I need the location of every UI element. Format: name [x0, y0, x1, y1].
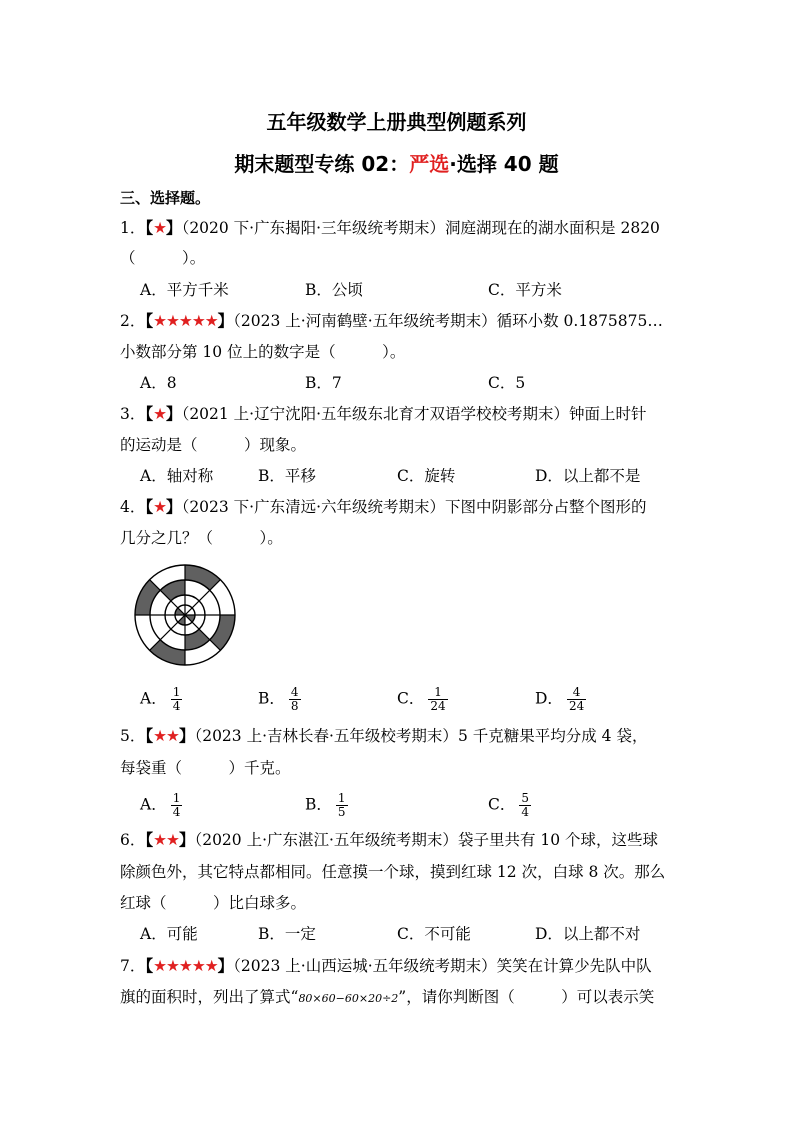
option-d: D． $\frac{4}{24}$ [535, 685, 585, 713]
difficulty-stars: ★★ [153, 727, 179, 745]
question-number: 3． [120, 405, 146, 423]
document-title: 五年级数学上册典型例题系列 [266, 110, 527, 134]
shaded-ring-figure [130, 560, 240, 670]
question-7: 7．【★★★★★】（2023 上·山西运城·五年级统考期末）笑笑在计算少先队中队 [120, 956, 652, 975]
question-text-cont: 除颜色外，其它特点都相同。任意摸一个球，摸到红球 12 次，白球 8 次。那么 [120, 863, 666, 881]
option-a: A． $\frac{1}{4}$ [140, 791, 181, 819]
option-c: C． $\frac{1}{24}$ [397, 685, 446, 713]
option-c: C． $\frac{5}{4}$ [488, 791, 530, 819]
document-subtitle [0, 148, 793, 177]
difficulty-stars: ★★★★★ [153, 957, 218, 975]
option-b: B．一定 [258, 925, 316, 943]
question-5: 5．【★★】（2023 上·吉林长春·五年级校考期末）5 千克糖果平均分成 4 袋， [120, 726, 648, 745]
option-b: B．平移 [258, 467, 316, 485]
section-heading: 三、选择题。 [120, 189, 211, 207]
question-number: 6． [120, 831, 146, 849]
question-source: （2020 上·广东湛江·五年级统考期末） [194, 831, 458, 849]
option-a: A．轴对称 [140, 467, 214, 485]
question-text-cont: 每袋重（ ）千克。 [120, 759, 291, 777]
question-source: （2021 上·辽宁沈阳·五年级东北育才双语学校校考期末） [181, 405, 570, 423]
question-6: 6．【★★】（2020 上·广东湛江·五年级统考期末）袋子里共有 10 个球，这些球 [120, 830, 659, 849]
option-b: B． $\frac{1}{5}$ [305, 791, 346, 819]
option-a: A．可能 [140, 925, 198, 943]
question-1: 1．【★】（2020 下·广东揭阳·三年级统考期末）洞庭湖现在的湖水面积是 2820 [120, 218, 660, 237]
subtitle-suffix: ·选择 40 题 [449, 152, 559, 176]
difficulty-stars: ★ [153, 498, 167, 516]
option-c: C．平方米 [488, 281, 562, 299]
question-source: （2020 下·广东揭阳·三年级统考期末） [181, 219, 446, 237]
option-c: C．5 [488, 374, 526, 392]
question-text: 5 千克糖果平均分成 4 袋， [457, 727, 648, 745]
option-a: A．8 [140, 374, 177, 392]
option-d: D．以上都不是 [535, 467, 641, 485]
difficulty-stars: ★ [153, 219, 167, 237]
option-c: C．不可能 [397, 925, 471, 943]
shaded-middle-sector [160, 580, 185, 601]
question-text: 循环小数 0.1875875… [496, 312, 663, 330]
question-text-cont: 小数部分第 10 位上的数字是（ ）。 [120, 343, 406, 361]
question-2: 2．【★★★★★】（2023 上·河南鹤壁·五年级统考期末）循环小数 0.1875875… [120, 311, 663, 330]
question-number: 7． [120, 957, 146, 975]
shaded-middle-sector [185, 629, 210, 650]
option-a: A． $\frac{1}{4}$ [140, 685, 181, 713]
difficulty-stars: ★★ [153, 831, 179, 849]
difficulty-stars: ★★★★★ [153, 312, 218, 330]
question-3: 3．【★】（2021 上·辽宁沈阳·五年级东北育才双语学校校考期末）钟面上时针 [120, 404, 647, 423]
option-b: B．7 [305, 374, 342, 392]
question-text-cont: 红球（ ）比白球多。 [120, 894, 307, 912]
question-source: （2023 下·广东清远·六年级统考期末） [181, 498, 446, 516]
question-source: （2023 上·河南鹤壁·五年级统考期末） [233, 312, 497, 330]
option-a: A．平方千米 [140, 281, 229, 299]
option-d: D．以上都不对 [535, 925, 641, 943]
formula: 80×60−60×20÷2 [298, 992, 399, 1005]
question-4: 4．【★】（2023 下·广东清远·六年级统考期末）下图中阴影部分占整个图形的 [120, 497, 647, 516]
question-text: 下图中阴影部分占整个图形的 [445, 498, 647, 516]
question-text-cont: （ ）。 [120, 249, 206, 267]
question-text-cont: 几分之几？（ ）。 [120, 529, 283, 547]
question-number: 4． [120, 498, 146, 516]
question-text: 笑笑在计算少先队中队 [496, 957, 652, 975]
question-number: 5． [120, 727, 146, 745]
question-source: （2023 上·山西运城·五年级统考期末） [233, 957, 497, 975]
question-text: 钟面上时针 [569, 405, 647, 423]
question-text-cont: 旗的面积时，列出了算式“80×60−60×20÷2”，请你判断图（ ）可以表示笑 [120, 988, 655, 1006]
difficulty-stars: ★ [153, 405, 167, 423]
option-c: C．旋转 [397, 467, 456, 485]
option-b: B．公顷 [305, 281, 363, 299]
question-source: （2023 上·吉林长春·五年级校考期末） [194, 727, 458, 745]
question-number: 1． [120, 219, 146, 237]
subtitle-highlight: 严选 [409, 152, 450, 176]
subtitle-prefix: 期末题型专练 02： [234, 152, 410, 176]
option-b: B． $\frac{4}{8}$ [258, 685, 299, 713]
question-number: 2． [120, 312, 146, 330]
question-text: 袋子里共有 10 个球，这些球 [457, 831, 659, 849]
question-text-cont: 的运动是（ ）现象。 [120, 436, 307, 454]
question-text: 洞庭湖现在的湖水面积是 2820 [445, 219, 660, 237]
